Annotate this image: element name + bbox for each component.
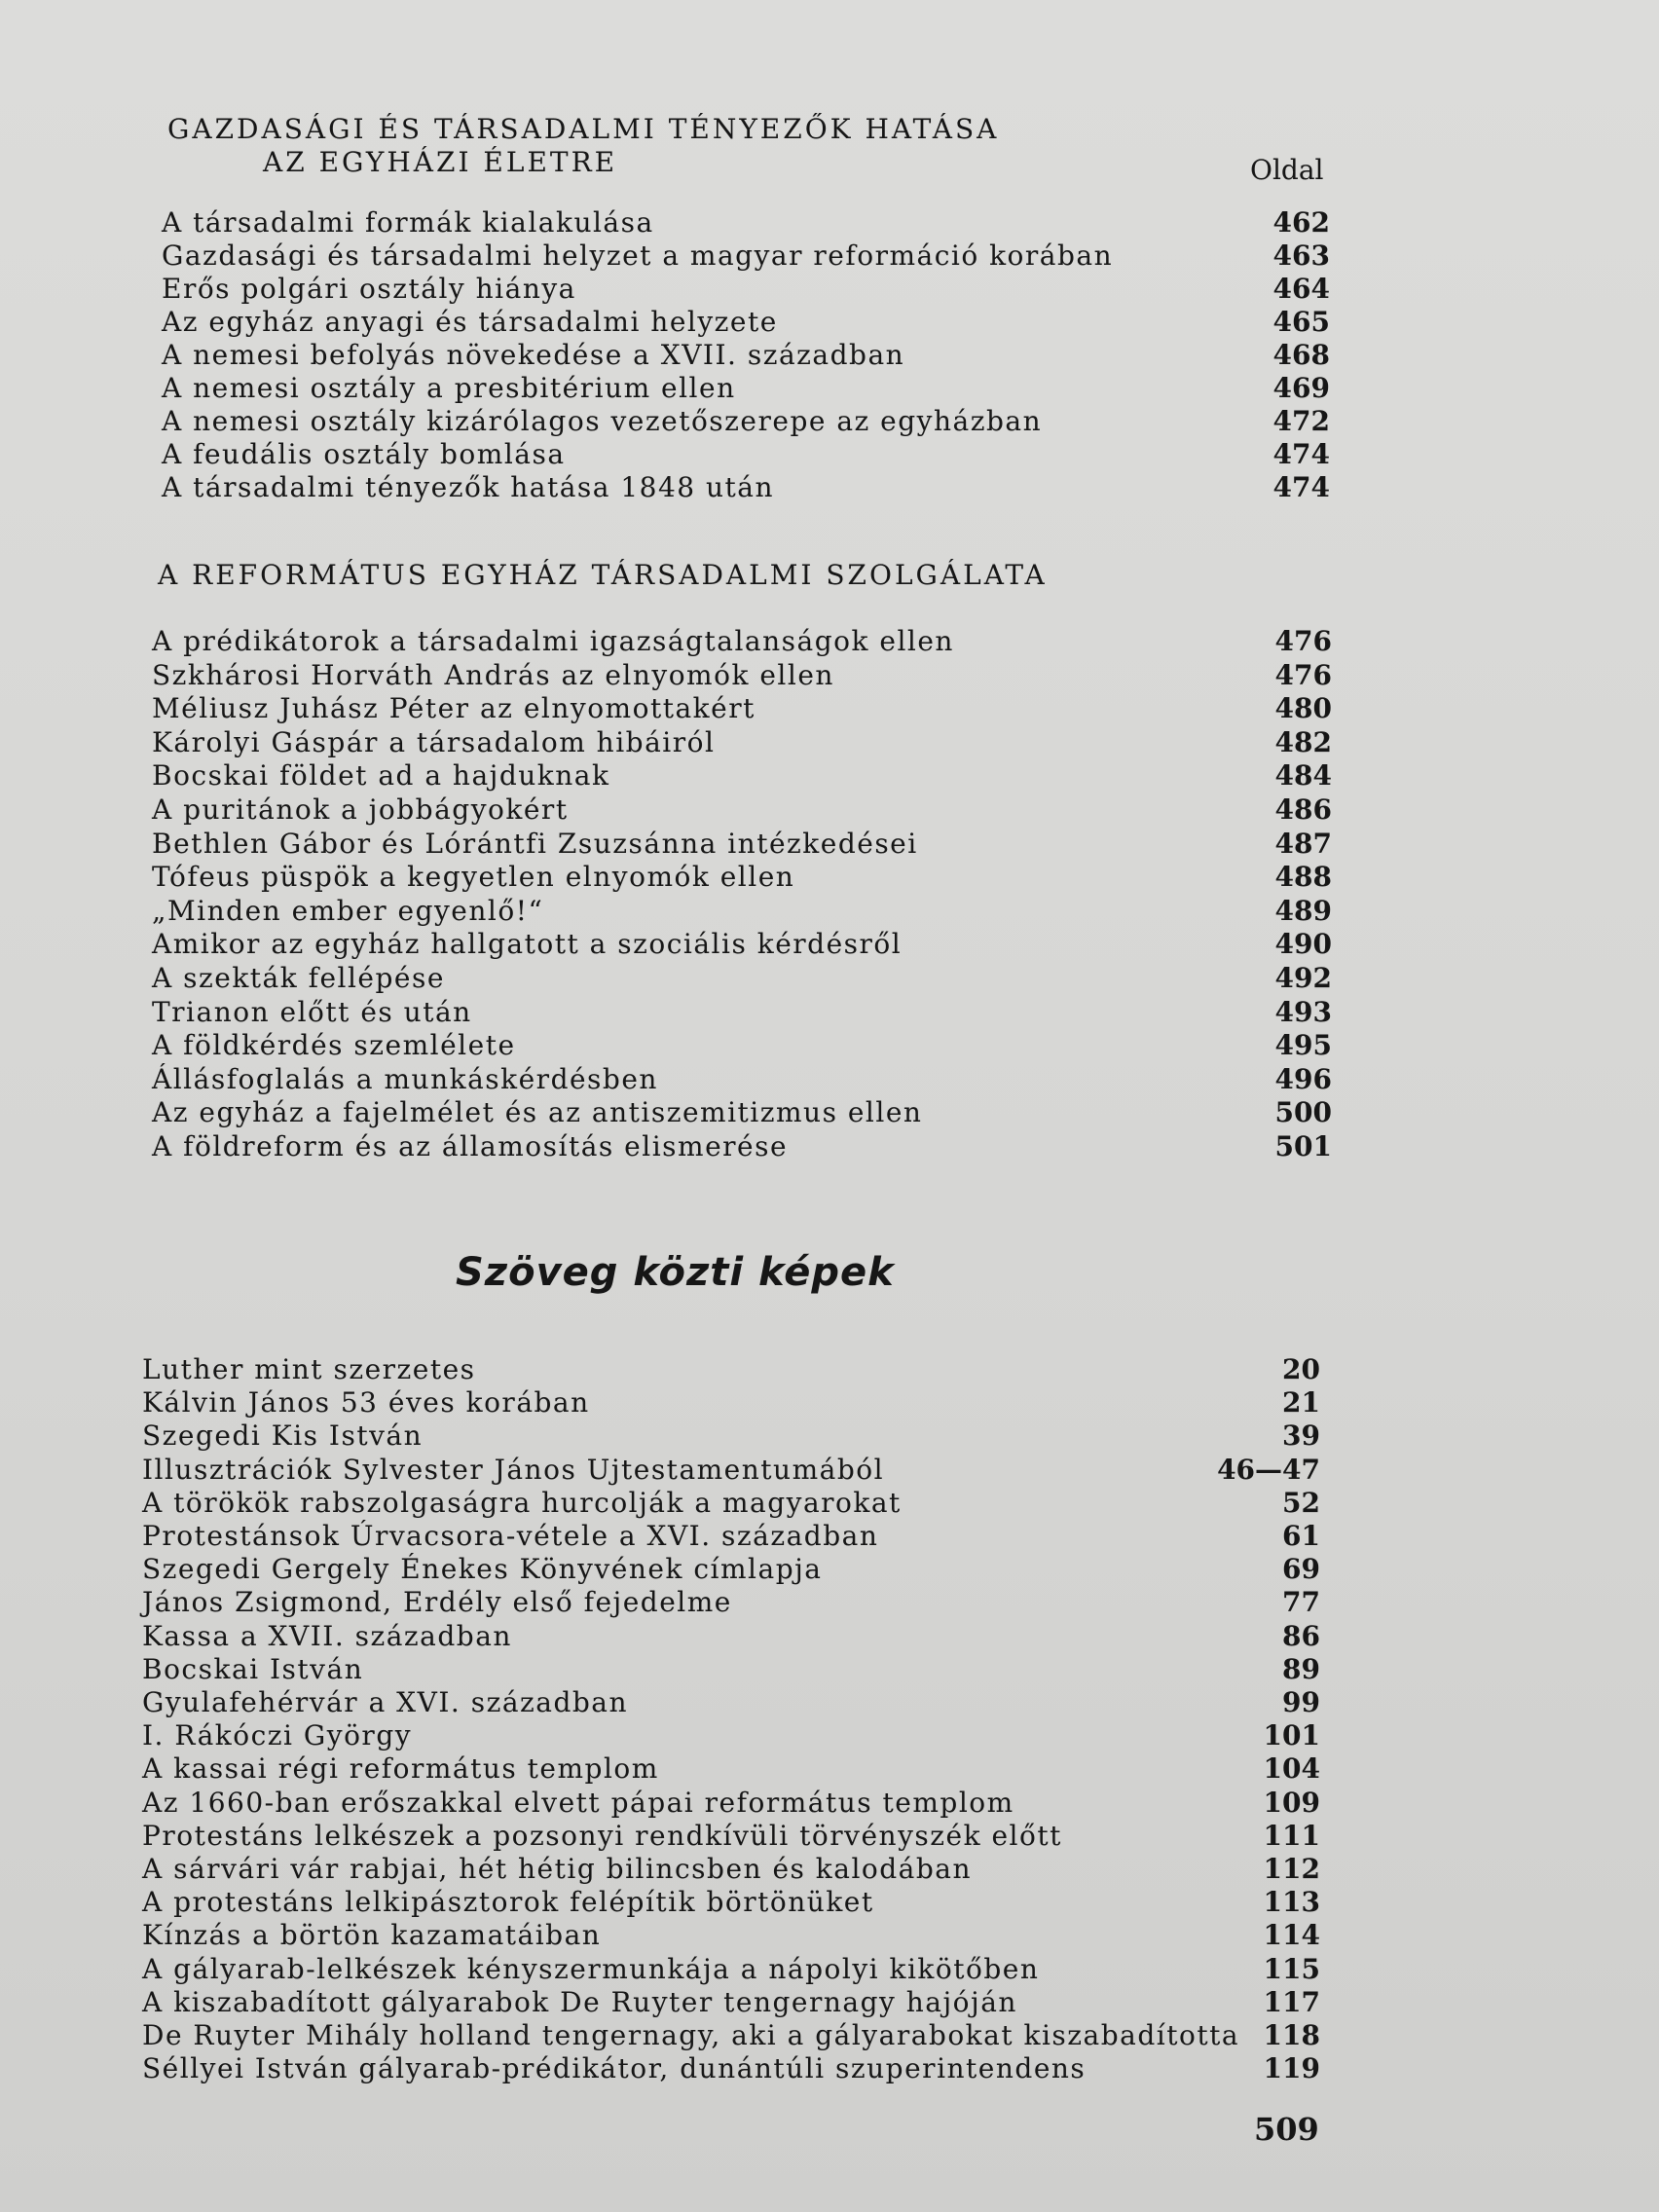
list-item bbox=[0, 1454, 1659, 1487]
entry-title: Trianon előtt és után bbox=[152, 995, 472, 1028]
list-item bbox=[0, 1029, 1659, 1062]
entry-page-number: 39 bbox=[1282, 1419, 1320, 1453]
entry-title: A társadalmi formák kialakulása bbox=[162, 206, 654, 239]
entry-title: Az egyház anyagi és társadalmi helyzete bbox=[162, 306, 778, 338]
entry-title: Amikor az egyház hallgatott a szociális kérdésről bbox=[152, 928, 903, 961]
list-item bbox=[0, 625, 1659, 658]
list-item bbox=[0, 471, 1659, 504]
list-item bbox=[0, 1653, 1659, 1686]
entry-page-number: 474 bbox=[1272, 471, 1330, 503]
entry-title: Tófeus püspök a kegyetlen elnyomók ellen bbox=[152, 861, 795, 894]
list-item bbox=[0, 1686, 1659, 1719]
entry-page-number: 465 bbox=[1272, 306, 1330, 338]
entry-title: Kálvin János 53 éves korában bbox=[142, 1386, 590, 1419]
entry-title: A földreform és az államosítás elismerése bbox=[152, 1130, 789, 1162]
entry-title: Gyulafehérvár a XVI. században bbox=[142, 1686, 629, 1718]
list-item bbox=[0, 1853, 1659, 1886]
entry-page-number: 77 bbox=[1282, 1586, 1320, 1619]
list-item bbox=[0, 692, 1659, 725]
entry-title: Szkhárosi Horváth András az elnyomók ellen bbox=[152, 658, 834, 691]
entry-title: A földkérdés szemlélete bbox=[152, 1029, 516, 1062]
list-item bbox=[0, 1130, 1659, 1163]
entry-page-number: 113 bbox=[1263, 1886, 1320, 1919]
entry-page-number: 490 bbox=[1274, 928, 1332, 961]
entry-page-number: 472 bbox=[1272, 405, 1330, 437]
list-item bbox=[0, 659, 1659, 692]
entry-page-number: 489 bbox=[1274, 894, 1332, 927]
list-item bbox=[0, 928, 1659, 961]
list-item bbox=[0, 438, 1659, 471]
list-item bbox=[0, 1419, 1659, 1453]
entry-page-number: 474 bbox=[1272, 438, 1330, 470]
entry-title: „Minden ember egyenlő!“ bbox=[152, 894, 544, 927]
entry-title: A prédikátorok a társadalmi igazságtalanságok ellen bbox=[152, 625, 954, 657]
list-item bbox=[0, 1520, 1659, 1553]
list-item bbox=[0, 339, 1659, 372]
page-column-label: Oldal bbox=[1250, 154, 1324, 186]
entry-title: Az 1660-ban erőszakkal elvett pápai református templom bbox=[142, 1786, 1014, 1819]
entry-title: Illusztrációk Sylvester János Ujtestamentumából bbox=[142, 1453, 885, 1486]
entry-page-number: 493 bbox=[1274, 995, 1332, 1028]
entry-title: Méliusz Juhász Péter az elnyomottakért bbox=[152, 692, 756, 725]
entry-title: Bocskai István bbox=[142, 1652, 364, 1685]
entry-page-number: 468 bbox=[1272, 339, 1330, 371]
section-heading-social-service: A REFORMÁTUS EGYHÁZ TÁRSADALMI SZOLGÁLATA bbox=[158, 559, 1048, 591]
entry-title: A kiszabadított gályarabok De Ruyter tengernagy hajóján bbox=[142, 1985, 1017, 2018]
list-item bbox=[0, 793, 1659, 827]
list-item bbox=[0, 1487, 1659, 1520]
list-item bbox=[0, 1719, 1659, 1752]
list-item bbox=[0, 1386, 1659, 1419]
entry-page-number: 476 bbox=[1274, 658, 1332, 691]
list-item bbox=[0, 240, 1659, 273]
list-item bbox=[0, 895, 1659, 928]
entry-page-number: 104 bbox=[1263, 1752, 1320, 1786]
entry-page-number: 496 bbox=[1274, 1062, 1332, 1095]
entry-page-number: 462 bbox=[1272, 206, 1330, 239]
entry-title: Erős polgári osztály hiánya bbox=[162, 273, 576, 305]
entry-page-number: 86 bbox=[1282, 1619, 1320, 1652]
entry-title: Károlyi Gáspár a társadalom hibáiról bbox=[152, 725, 716, 758]
page-folio: 509 bbox=[1254, 2111, 1319, 2148]
list-item bbox=[0, 1063, 1659, 1096]
list-item bbox=[0, 1752, 1659, 1786]
entry-title: A sárvári vár rabjai, hét hétig bilincsben és kalodában bbox=[142, 1853, 973, 1885]
entry-page-number: 117 bbox=[1263, 1985, 1320, 2018]
entry-title: A protestáns lelkipásztorok felépítik börtönüket bbox=[142, 1886, 874, 1919]
list-item bbox=[0, 1353, 1659, 1386]
list-item bbox=[0, 996, 1659, 1029]
illustrations-title: Szöveg közti képek bbox=[456, 1250, 895, 1295]
list-item bbox=[0, 1953, 1659, 1986]
entry-title: Séllyei István gályarab-prédikátor, dunántúli szuperintendens bbox=[142, 2052, 1087, 2085]
list-item bbox=[0, 1820, 1659, 1853]
section-heading-line1: GAZDASÁGI ÉS TÁRSADALMI TÉNYEZŐK HATÁSA bbox=[167, 113, 1000, 145]
entry-title: Protestáns lelkészek a pozsonyi rendkívüli törvényszék előtt bbox=[142, 1819, 1062, 1852]
list-item bbox=[0, 828, 1659, 861]
list-item bbox=[0, 726, 1659, 759]
entry-page-number: 99 bbox=[1282, 1686, 1320, 1718]
entry-page-number: 480 bbox=[1274, 692, 1332, 725]
entry-page-number: 495 bbox=[1274, 1029, 1332, 1062]
entry-title: Protestánsok Úrvacsora-vétele a XVI. században bbox=[142, 1520, 879, 1552]
entry-title: Luther mint szerzetes bbox=[142, 1353, 476, 1385]
list-item bbox=[0, 1886, 1659, 1919]
list-item bbox=[0, 1096, 1659, 1129]
entry-page-number: 488 bbox=[1274, 861, 1332, 894]
entry-title: De Ruyter Mihály holland tengernagy, aki a gályarabokat kiszabadította bbox=[142, 2019, 1240, 2051]
entry-title: A nemesi osztály a presbitérium ellen bbox=[162, 372, 736, 404]
entry-page-number: 46—47 bbox=[1217, 1453, 1320, 1486]
entry-page-number: 69 bbox=[1282, 1553, 1320, 1586]
entry-title: János Zsigmond, Erdély első fejedelme bbox=[142, 1586, 732, 1619]
entry-page-number: 476 bbox=[1274, 625, 1332, 657]
entry-page-number: 20 bbox=[1282, 1353, 1320, 1385]
entry-title: Szegedi Kis István bbox=[142, 1419, 424, 1453]
list-item bbox=[0, 273, 1659, 306]
entry-page-number: 486 bbox=[1274, 793, 1332, 826]
list-item bbox=[0, 2019, 1659, 2052]
entry-title: A szekták fellépése bbox=[152, 962, 445, 994]
entry-title: Bocskai földet ad a hajduknak bbox=[152, 759, 610, 793]
entry-page-number: 101 bbox=[1263, 1719, 1320, 1752]
entry-page-number: 21 bbox=[1282, 1386, 1320, 1419]
entry-page-number: 501 bbox=[1274, 1130, 1332, 1162]
entry-title: I. Rákóczi György bbox=[142, 1719, 413, 1752]
entry-title: A feudális osztály bomlása bbox=[162, 438, 566, 470]
entry-page-number: 61 bbox=[1282, 1520, 1320, 1552]
entry-page-number: 469 bbox=[1272, 372, 1330, 404]
list-item bbox=[0, 306, 1659, 339]
entry-title: Kínzás a börtön kazamatáiban bbox=[142, 1919, 602, 1952]
section-heading-line2: AZ EGYHÁZI ÉLETRE bbox=[263, 146, 618, 178]
entry-page-number: 89 bbox=[1282, 1652, 1320, 1685]
entry-title: A kassai régi református templom bbox=[142, 1752, 659, 1786]
entry-title: A gályarab-lelkészek kényszermunkája a nápolyi kikötőben bbox=[142, 1952, 1040, 1985]
entry-page-number: 463 bbox=[1272, 240, 1330, 272]
entry-title: Bethlen Gábor és Lórántfi Zsuzsánna intézkedései bbox=[152, 827, 918, 860]
entry-page-number: 487 bbox=[1274, 827, 1332, 860]
entry-page-number: 464 bbox=[1272, 273, 1330, 305]
list-item bbox=[0, 206, 1659, 240]
entry-page-number: 500 bbox=[1274, 1096, 1332, 1129]
entry-page-number: 115 bbox=[1263, 1952, 1320, 1985]
list-item bbox=[0, 372, 1659, 405]
entry-title: Szegedi Gergely Énekes Könyvének címlapja bbox=[142, 1553, 823, 1586]
entry-title: A puritánok a jobbágyokért bbox=[152, 793, 569, 826]
list-item bbox=[0, 1620, 1659, 1653]
entry-title: Az egyház a fajelmélet és az antiszemitizmus ellen bbox=[152, 1096, 923, 1129]
list-item bbox=[0, 2052, 1659, 2085]
list-item bbox=[0, 962, 1659, 995]
entry-page-number: 114 bbox=[1263, 1919, 1320, 1952]
entry-page-number: 109 bbox=[1263, 1786, 1320, 1819]
list-item bbox=[0, 1787, 1659, 1820]
entry-title: A törökök rabszolgaságra hurcolják a magyarokat bbox=[142, 1486, 902, 1519]
list-item bbox=[0, 1553, 1659, 1586]
entry-page-number: 111 bbox=[1263, 1819, 1320, 1852]
entry-page-number: 492 bbox=[1274, 962, 1332, 994]
list-item bbox=[0, 759, 1659, 793]
list-item bbox=[0, 1986, 1659, 2019]
entry-page-number: 118 bbox=[1263, 2019, 1320, 2051]
entry-title: Gazdasági és társadalmi helyzet a magyar reformáció korában bbox=[162, 240, 1114, 272]
entry-page-number: 112 bbox=[1263, 1853, 1320, 1885]
entry-title: A nemesi befolyás növekedése a XVII. században bbox=[162, 339, 905, 371]
list-item bbox=[0, 861, 1659, 894]
list-item bbox=[0, 1919, 1659, 1952]
entry-title: A nemesi osztály kizárólagos vezetőszerepe az egyházban bbox=[162, 405, 1043, 437]
entry-page-number: 52 bbox=[1282, 1486, 1320, 1519]
entry-page-number: 119 bbox=[1263, 2052, 1320, 2085]
entry-title: Állásfoglalás a munkáskérdésben bbox=[152, 1062, 658, 1095]
entry-title: Kassa a XVII. században bbox=[142, 1619, 512, 1652]
list-item bbox=[0, 1586, 1659, 1619]
entry-page-number: 484 bbox=[1274, 759, 1332, 793]
list-item bbox=[0, 405, 1659, 438]
entry-page-number: 482 bbox=[1274, 725, 1332, 758]
entry-title: A társadalmi tényezők hatása 1848 után bbox=[162, 471, 775, 503]
